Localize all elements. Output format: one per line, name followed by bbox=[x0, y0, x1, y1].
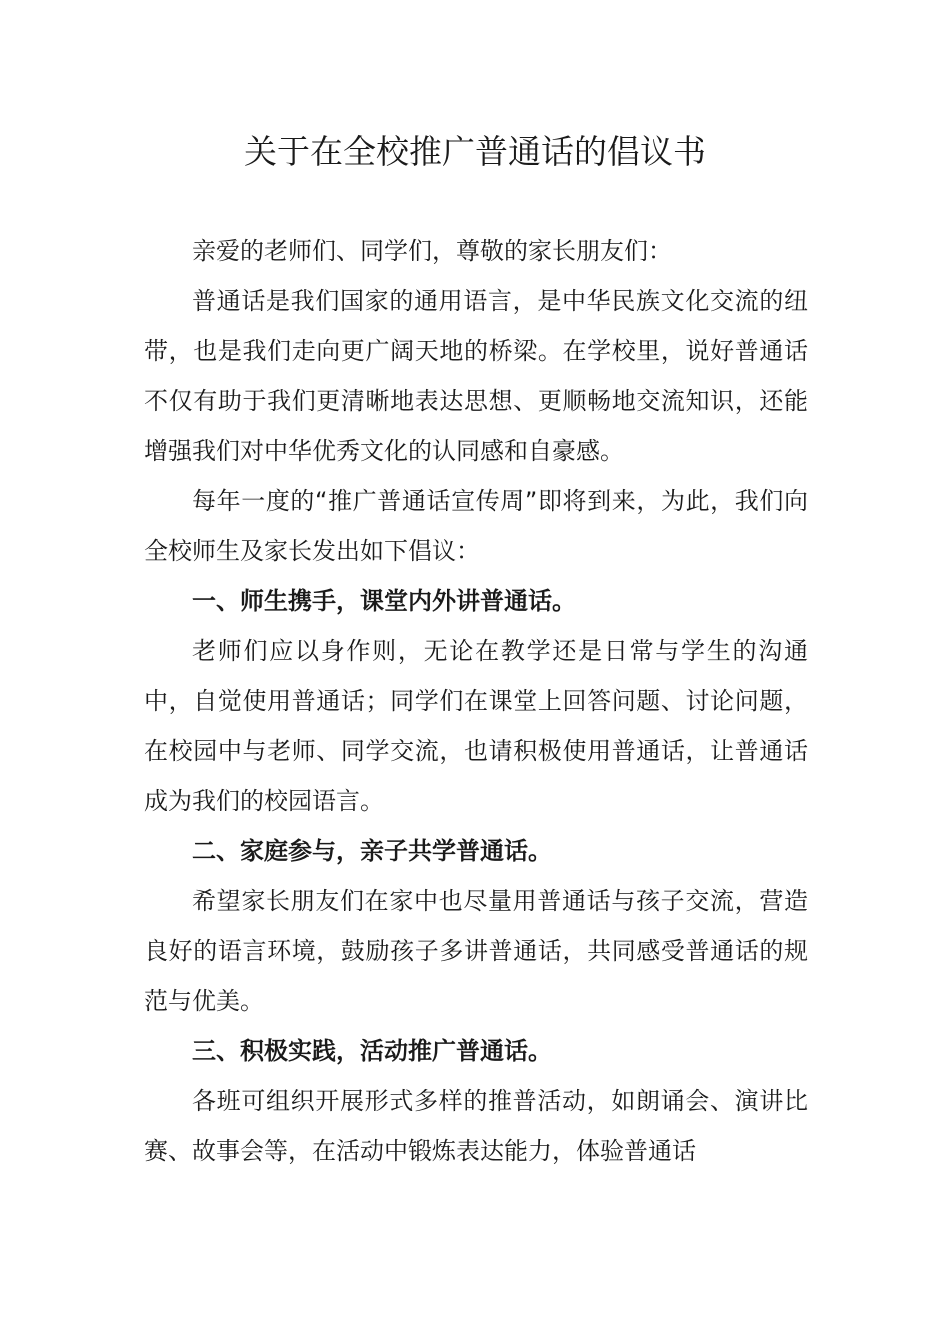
salutation: 亲爱的老师们、同学们，尊敬的家长朋友们： bbox=[192, 237, 672, 265]
document-title: 关于在全校推广普通话的倡议书 bbox=[244, 132, 706, 171]
paragraph: 普通话是我们国家的通用语言，是中华民族文化交流的纽带，也是我们走向更广阔天地的桥梁。在学校里，说好普通话不仅有助于我们更清晰地表达思想、更顺畅地交流知识，还能增强我们对中华优秀文化的认同感和自豪感。 bbox=[144, 287, 808, 465]
paragraph: 各班可组织开展形式多样的推普活动，如朗诵会、演讲比赛、故事会等，在活动中锻炼表达能力，体验普通话 bbox=[144, 1087, 808, 1165]
section-heading: 三、积极实践，活动推广普通话。 bbox=[192, 1037, 552, 1065]
section-heading: 二、家庭参与，亲子共学普通话。 bbox=[192, 837, 552, 865]
document-body bbox=[144, 226, 808, 1176]
paragraph: 希望家长朋友们在家中也尽量用普通话与孩子交流，营造良好的语言环境，鼓励孩子多讲普通话，共同感受普通话的规范与优美。 bbox=[144, 887, 808, 1015]
paragraph: 每年一度的“推广普通话宣传周”即将到来，为此，我们向全校师生及家长发出如下倡议： bbox=[144, 487, 808, 565]
section-heading: 一、师生携手，课堂内外讲普通话。 bbox=[192, 587, 576, 615]
paragraph: 老师们应以身作则，无论在教学还是日常与学生的沟通中，自觉使用普通话；同学们在课堂上回答问题、讨论问题，在校园中与老师、同学交流，也请积极使用普通话，让普通话成为我们的校园语言。 bbox=[144, 637, 808, 815]
